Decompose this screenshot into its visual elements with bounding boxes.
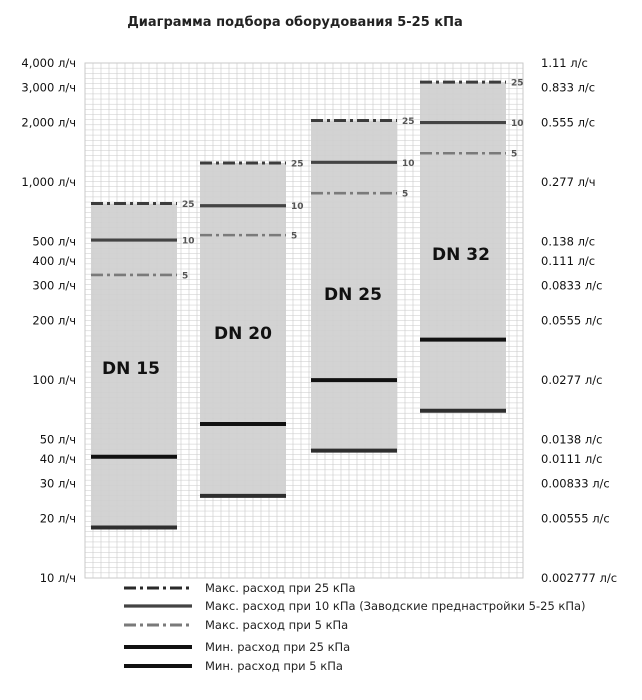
right-tick-label: 0.833 л/с	[541, 80, 596, 95]
dn-label: DN 15	[102, 359, 160, 379]
right-tick-label: 1.11 л/с	[541, 56, 588, 70]
right-tick-label: 0.0833 л/с	[541, 278, 603, 293]
left-tick-label: 30 л/ч	[39, 476, 76, 491]
dn-label: DN 20	[214, 324, 272, 344]
line-end-label: 25	[182, 200, 195, 211]
line-end-label: 25	[402, 116, 415, 127]
right-axis-ticks	[541, 56, 617, 585]
left-tick-label: 3,000 л/ч	[21, 80, 76, 95]
left-tick-label: 40 л/ч	[39, 451, 76, 466]
line-end-label: 10	[291, 202, 304, 213]
chart-title: Диаграмма подбора оборудования 5-25 кПа	[127, 15, 463, 30]
right-tick-label: 0.277 л/ч	[541, 175, 596, 190]
legend	[124, 581, 586, 673]
right-tick-label: 0.00555 л/с	[541, 511, 610, 526]
left-tick-label: 300 л/ч	[32, 278, 76, 293]
left-tick-label: 1,000 л/ч	[21, 175, 76, 190]
legend-label: Мин. расход при 25 кПа	[205, 640, 351, 654]
right-tick-label: 0.111 л/с	[541, 253, 596, 268]
legend-label: Макс. расход при 5 кПа	[205, 618, 349, 632]
left-tick-label: 100 л/ч	[32, 373, 76, 388]
left-tick-label: 200 л/ч	[32, 313, 76, 328]
line-end-label: 5	[511, 149, 518, 160]
left-tick-label: 400 л/ч	[32, 253, 76, 268]
line-end-label: 25	[511, 78, 524, 89]
line-end-label: 10	[402, 158, 415, 169]
right-tick-label: 0.0138 л/с	[541, 432, 603, 447]
right-tick-label: 0.002777 л/с	[541, 571, 618, 585]
left-tick-label: 500 л/ч	[32, 234, 76, 249]
legend-label: Макс. расход при 25 кПа	[205, 581, 356, 595]
legend-label: Мин. расход при 5 кПа	[205, 659, 343, 673]
right-tick-label: 0.555 л/с	[541, 115, 596, 130]
right-tick-label: 0.0111 л/с	[541, 451, 603, 466]
line-end-label: 10	[182, 236, 195, 247]
line-end-label: 25	[291, 159, 304, 170]
legend-label: Макс. расход при 10 кПа (Заводские преднастройки 5-25 кПа)	[205, 599, 586, 613]
line-end-label: 10	[511, 119, 524, 130]
line-end-label: 5	[402, 189, 409, 200]
right-tick-label: 0.138 л/с	[541, 234, 596, 249]
right-tick-label: 0.0277 л/с	[541, 373, 603, 388]
right-tick-label: 0.00833 л/с	[541, 476, 610, 491]
dn-label: DN 25	[324, 285, 382, 305]
line-end-label: 5	[182, 271, 189, 282]
left-tick-label: 50 л/ч	[39, 432, 76, 447]
left-tick-label: 2,000 л/ч	[21, 115, 76, 130]
right-tick-label: 0.0555 л/с	[541, 313, 603, 328]
left-axis-ticks	[21, 56, 76, 585]
left-tick-label: 20 л/ч	[39, 511, 76, 526]
left-tick-label: 10 л/ч	[39, 571, 76, 585]
left-tick-label: 4,000 л/ч	[21, 56, 76, 70]
dn-label: DN 32	[432, 245, 490, 265]
line-end-label: 5	[291, 231, 298, 242]
